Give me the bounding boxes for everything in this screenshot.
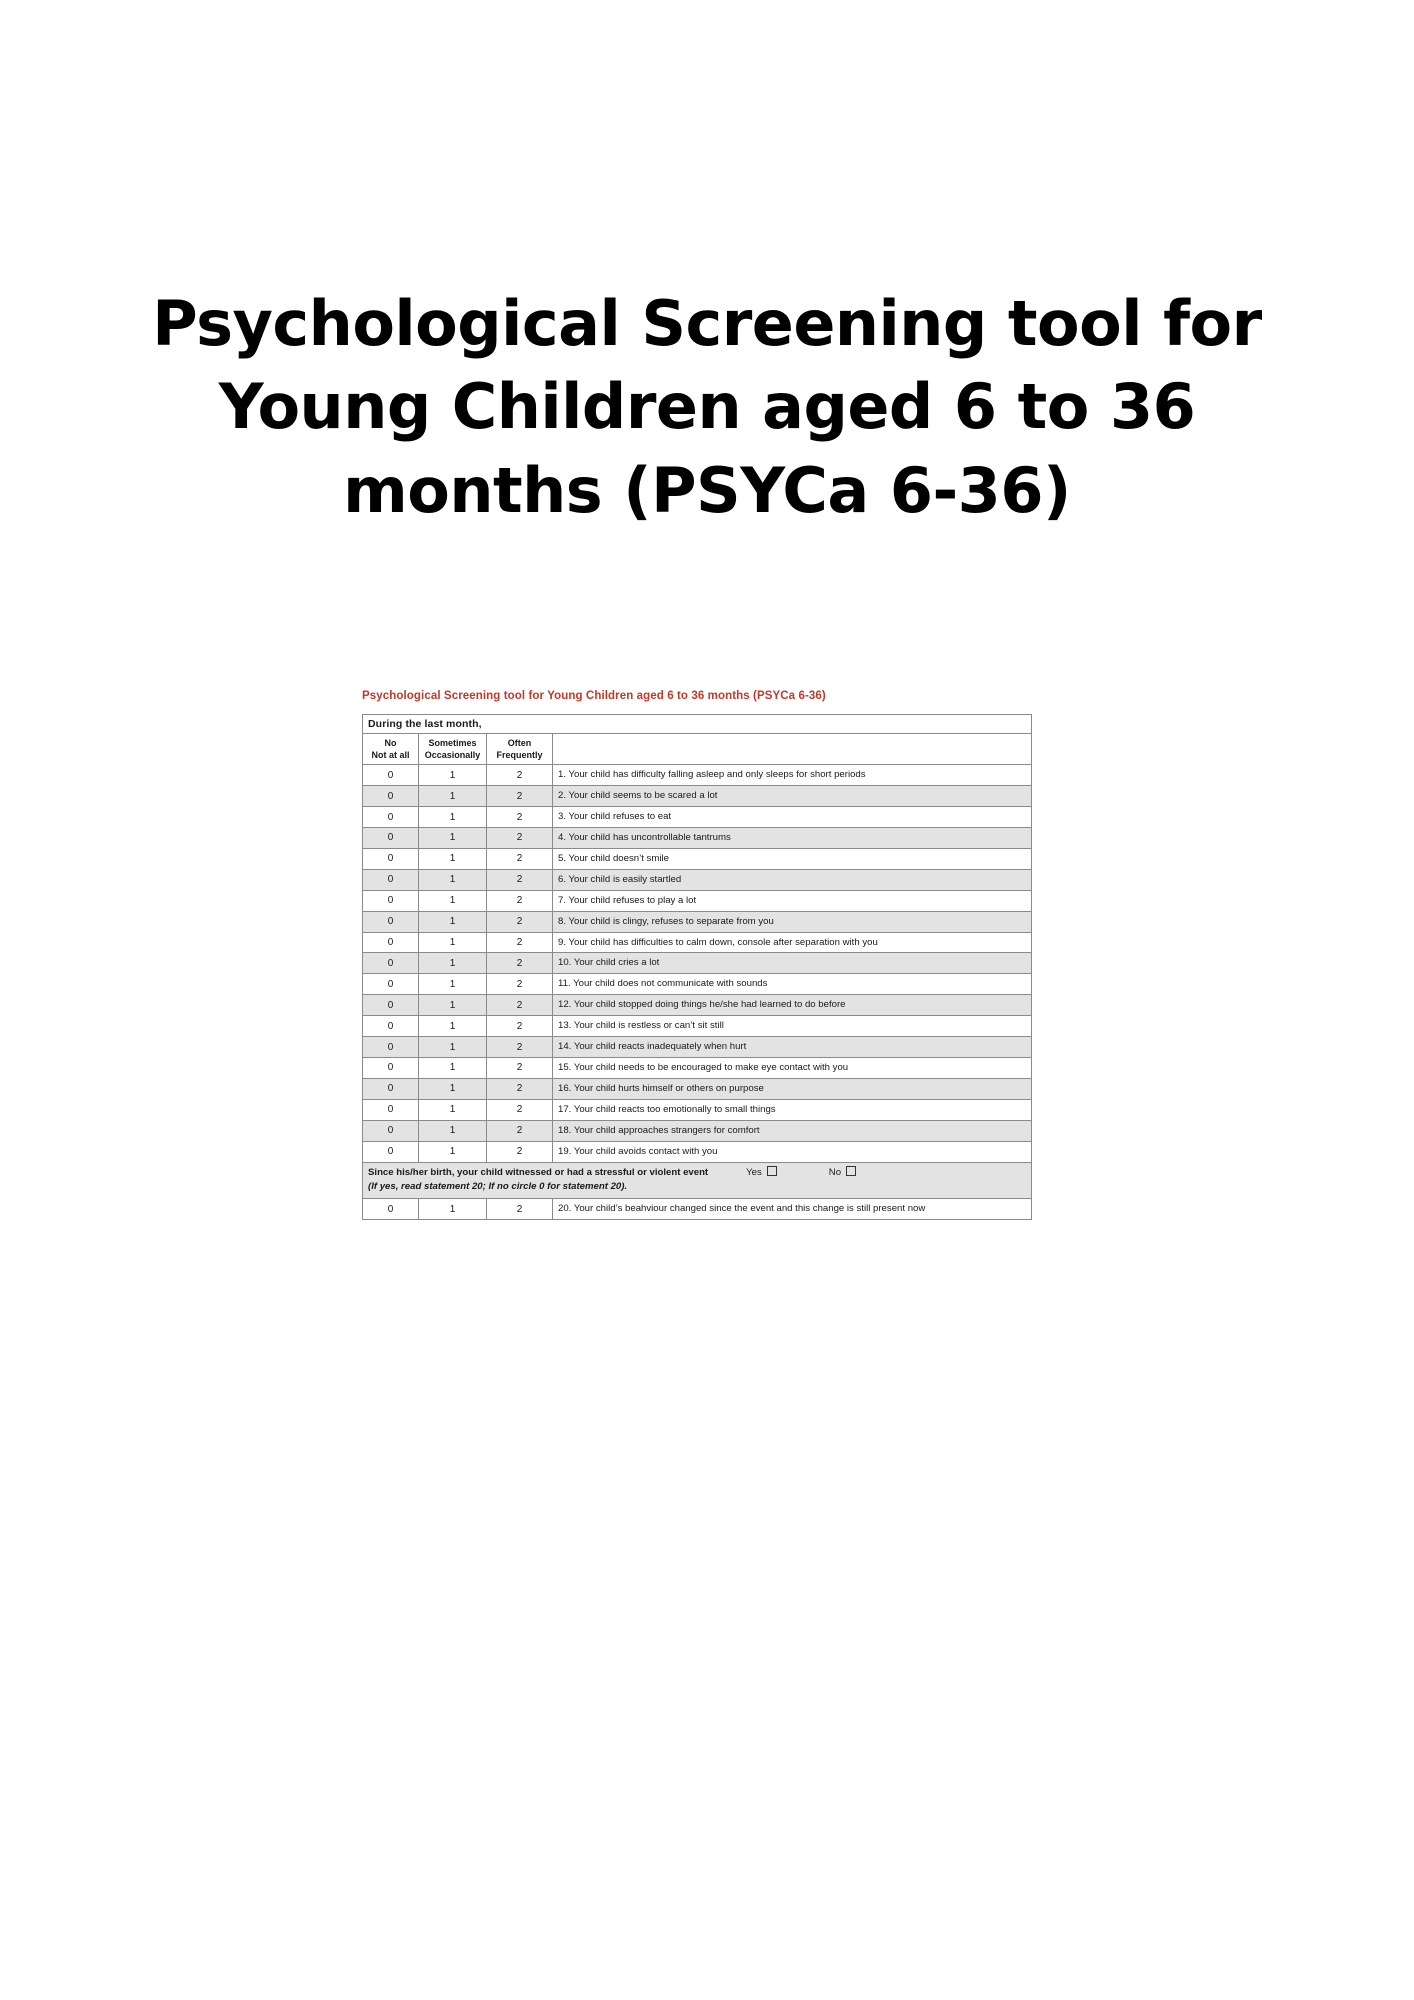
score-option-0[interactable]: 0 xyxy=(363,848,419,869)
score-option-0[interactable]: 0 xyxy=(363,1078,419,1099)
score-option-2[interactable]: 2 xyxy=(487,911,553,932)
score-option-2[interactable]: 2 xyxy=(487,1099,553,1120)
table-row xyxy=(363,807,1032,828)
table-header-row xyxy=(363,734,1032,765)
column-header-statement xyxy=(553,734,1032,765)
score-option-2[interactable]: 2 xyxy=(487,1078,553,1099)
score-option-0[interactable]: 0 xyxy=(363,1057,419,1078)
statement-text: 13. Your child is restless or can’t sit still xyxy=(553,1016,1032,1037)
score-option-0[interactable]: 0 xyxy=(363,995,419,1016)
score-option-0[interactable]: 0 xyxy=(363,953,419,974)
witness-no-checkbox[interactable] xyxy=(846,1166,856,1176)
statement-text: 1. Your child has difficulty falling asleep and only sleeps for short periods xyxy=(553,765,1032,786)
score-option-0[interactable]: 0 xyxy=(363,1016,419,1037)
statement-text: 6. Your child is easily startled xyxy=(553,869,1032,890)
statement-text: 2. Your child seems to be scared a lot xyxy=(553,786,1032,807)
score-option-1[interactable]: 1 xyxy=(419,1120,487,1141)
score-option-1[interactable]: 1 xyxy=(419,1057,487,1078)
score-option-2[interactable]: 2 xyxy=(487,786,553,807)
score-option-2[interactable]: 2 xyxy=(487,995,553,1016)
statement-text: 4. Your child has uncontrollable tantrums xyxy=(553,828,1032,849)
table-row xyxy=(363,765,1032,786)
score-option-2[interactable]: 2 xyxy=(487,1199,553,1220)
table-row xyxy=(363,1037,1032,1058)
column-header-sometimes xyxy=(419,734,487,765)
score-option-2[interactable]: 2 xyxy=(487,1141,553,1162)
table-row xyxy=(363,1016,1032,1037)
score-option-2[interactable]: 2 xyxy=(487,1037,553,1058)
table-row xyxy=(363,828,1032,849)
score-option-0[interactable]: 0 xyxy=(363,1199,419,1220)
statement-text: 14. Your child reacts inadequately when hurt xyxy=(553,1037,1032,1058)
table-row-timeframe xyxy=(363,715,1032,734)
witness-yes-label: Yes xyxy=(746,1166,762,1178)
psyca-form xyxy=(362,690,1042,1220)
score-option-0[interactable]: 0 xyxy=(363,1037,419,1058)
table-row xyxy=(363,890,1032,911)
table-row xyxy=(363,995,1032,1016)
table-row xyxy=(363,1199,1032,1220)
statement-text: 19. Your child avoids contact with you xyxy=(553,1141,1032,1162)
score-option-1[interactable]: 1 xyxy=(419,1078,487,1099)
score-option-0[interactable]: 0 xyxy=(363,1141,419,1162)
score-option-0[interactable]: 0 xyxy=(363,890,419,911)
witness-instruction-text: (If yes, read statement 20; If no circle 0 for statement 20). xyxy=(368,1181,628,1193)
score-option-2[interactable]: 2 xyxy=(487,932,553,953)
column-header-sometimes-line1: Sometimes xyxy=(428,738,477,748)
table-row xyxy=(363,911,1032,932)
witness-question-text: Since his/her birth, your child witnessed or had a stressful or violent event xyxy=(368,1166,709,1178)
table-row xyxy=(363,1141,1032,1162)
score-option-1[interactable]: 1 xyxy=(419,911,487,932)
score-option-2[interactable]: 2 xyxy=(487,1057,553,1078)
statement-text: 12. Your child stopped doing things he/she had learned to do before xyxy=(553,995,1032,1016)
score-option-0[interactable]: 0 xyxy=(363,765,419,786)
table-row xyxy=(363,1057,1032,1078)
score-option-2[interactable]: 2 xyxy=(487,807,553,828)
score-option-1[interactable]: 1 xyxy=(419,786,487,807)
score-option-0[interactable]: 0 xyxy=(363,1120,419,1141)
form-heading: Psychological Screening tool for Young Children aged 6 to 36 months (PSYCa 6-36) xyxy=(362,690,826,702)
score-option-1[interactable]: 1 xyxy=(419,995,487,1016)
statement-text: 10. Your child cries a lot xyxy=(553,953,1032,974)
table-row xyxy=(363,974,1032,995)
score-option-1[interactable]: 1 xyxy=(419,807,487,828)
score-option-0[interactable]: 0 xyxy=(363,932,419,953)
score-option-1[interactable]: 1 xyxy=(419,1199,487,1220)
table-row xyxy=(363,1120,1032,1141)
score-option-1[interactable]: 1 xyxy=(419,1037,487,1058)
table-row xyxy=(363,848,1032,869)
statement-text: 8. Your child is clingy, refuses to separate from you xyxy=(553,911,1032,932)
score-option-0[interactable]: 0 xyxy=(363,807,419,828)
score-option-2[interactable]: 2 xyxy=(487,953,553,974)
score-option-0[interactable]: 0 xyxy=(363,828,419,849)
score-option-0[interactable]: 0 xyxy=(363,786,419,807)
score-option-1[interactable]: 1 xyxy=(419,828,487,849)
score-option-2[interactable]: 2 xyxy=(487,828,553,849)
witness-cell xyxy=(363,1162,1032,1199)
column-header-no xyxy=(363,734,419,765)
score-option-1[interactable]: 1 xyxy=(419,848,487,869)
score-option-1[interactable]: 1 xyxy=(419,953,487,974)
score-option-1[interactable]: 1 xyxy=(419,1099,487,1120)
column-header-often-line1: Often xyxy=(507,738,532,748)
score-option-0[interactable]: 0 xyxy=(363,869,419,890)
column-header-often-line2: Frequently xyxy=(496,750,543,761)
table-row xyxy=(363,869,1032,890)
witness-no-label: No xyxy=(828,1166,842,1178)
table-row xyxy=(363,932,1032,953)
score-option-2[interactable]: 2 xyxy=(487,1120,553,1141)
column-header-often xyxy=(487,734,553,765)
statement-text: 3. Your child refuses to eat xyxy=(553,807,1032,828)
statement-text: 18. Your child approaches strangers for comfort xyxy=(553,1120,1032,1141)
score-option-2[interactable]: 2 xyxy=(487,890,553,911)
witness-yes-checkbox[interactable] xyxy=(767,1166,777,1176)
table-row xyxy=(363,1099,1032,1120)
statement-text: 16. Your child hurts himself or others on purpose xyxy=(553,1078,1032,1099)
score-option-0[interactable]: 0 xyxy=(363,1099,419,1120)
timeframe-label: During the last month, xyxy=(363,715,1032,734)
score-option-2[interactable]: 2 xyxy=(487,765,553,786)
statement-text: 9. Your child has difficulties to calm down, console after separation with you xyxy=(553,932,1032,953)
score-option-2[interactable]: 2 xyxy=(487,974,553,995)
score-option-0[interactable]: 0 xyxy=(363,974,419,995)
score-option-1[interactable]: 1 xyxy=(419,932,487,953)
score-option-1[interactable]: 1 xyxy=(419,1141,487,1162)
score-option-1[interactable]: 1 xyxy=(419,974,487,995)
column-header-sometimes-line2: Occasionally xyxy=(424,750,481,761)
score-option-1[interactable]: 1 xyxy=(419,869,487,890)
score-option-2[interactable]: 2 xyxy=(487,869,553,890)
psyca-table xyxy=(362,714,1032,1220)
statement-text: 17. Your child reacts too emotionally to small things xyxy=(553,1099,1032,1120)
score-option-2[interactable]: 2 xyxy=(487,1016,553,1037)
statement-text: 5. Your child doesn’t smile xyxy=(553,848,1032,869)
table-row xyxy=(363,1078,1032,1099)
column-header-no-line1: No xyxy=(384,738,397,748)
score-option-1[interactable]: 1 xyxy=(419,890,487,911)
statement-text: 7. Your child refuses to play a lot xyxy=(553,890,1032,911)
table-row xyxy=(363,786,1032,807)
statement-text: 11. Your child does not communicate with sounds xyxy=(553,974,1032,995)
score-option-1[interactable]: 1 xyxy=(419,1016,487,1037)
score-option-1[interactable]: 1 xyxy=(419,765,487,786)
statement-text: 20. Your child’s beahviour changed since the event and this change is still present now xyxy=(553,1199,1032,1220)
score-option-0[interactable]: 0 xyxy=(363,911,419,932)
column-header-no-line2: Not at all xyxy=(371,750,410,761)
page-title: Psychological Screening tool for Young Children aged 6 to 36 months (PSYCa 6-36) xyxy=(152,286,1262,527)
table-row-witness-question xyxy=(363,1162,1032,1199)
table-row xyxy=(363,953,1032,974)
statement-text: 15. Your child needs to be encouraged to make eye contact with you xyxy=(553,1057,1032,1078)
score-option-2[interactable]: 2 xyxy=(487,848,553,869)
